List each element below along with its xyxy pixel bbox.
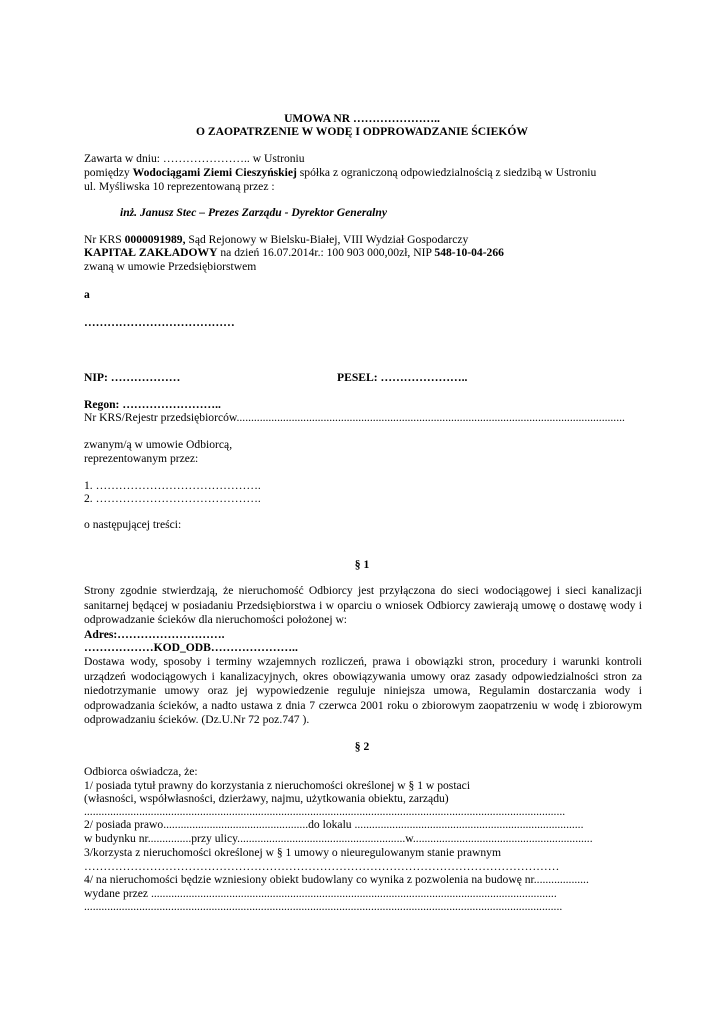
capital-line: [84, 246, 504, 260]
nip-value: 548-10-04-266: [434, 246, 504, 259]
parties-prefix: pomiędzy: [84, 166, 133, 179]
contract-title: O ZAOPATRZENIE W WODĘ I ODPROWADZANIE ŚCIEKÓW: [196, 125, 528, 138]
customer-krs: Nr KRS/Rejestr przedsiębiorców......................................................................................................................................: [84, 411, 625, 424]
section-1-paragraph-1: Strony zgodnie stwierdzają, że nieruchomość Odbiorcy jest przyłączona do sieci wodociągowej i sieci kanalizacji sanitarnej będącej w posiadaniu Przedsiębiorstwa i w oparciu o wniosek Odbiorcy zawierają umowę o dostawę wody i odprowadzanie ścieków dla nieruchomości położonej w:: [84, 584, 642, 626]
section-2-line: 1/ posiada tytuł prawny do korzystania z nieruchomości określonej w § 1 w postaci: [84, 779, 471, 792]
customer-pesel: PESEL: …………………..: [337, 371, 468, 384]
section-2-line: (własności, współwłasności, dzierżawy, najmu, użytkowania obiektu, zarządu): [84, 792, 449, 805]
section-1-heading: § 1: [354, 558, 370, 571]
krs-number: 0000091989,: [124, 233, 186, 246]
company-address: ul. Myśliwska 10 reprezentowaną przez :: [84, 180, 275, 193]
krs-line: [84, 233, 468, 247]
company-name: Wodociągami Ziemi Cieszyńskiej: [132, 166, 297, 179]
section-2-line: ……………………………………………………………………………………………………………: [84, 860, 560, 873]
named-customer: zwanym/ą w umowie Odbiorcą,: [84, 438, 233, 451]
section-1-paragraph-2: Dostawa wody, sposoby i terminy wzajemnych rozliczeń, prawa i obowiązki stron, procedury i warunki kontroli urządzeń wodociągowych i kanalizacyjnych, okres obowiązywania umowy oraz zasady odpowiedzialności stron za niedotrzymanie umowy oraz jej wypowiedzenie reguluje niniejsza umowa, Regulamin dostarczania wody i odprowadzania ścieków, a nadto ustawa z dnia 7 czerwca 2001 roku o zbiorowym zaopatrzeniu w wodę i zbiorowym odprowadzaniu ścieków. (Dz.U.Nr 72 poz.747 ).: [84, 655, 642, 726]
representative-2: 2. …………………………………….: [84, 492, 261, 505]
contract-title-number: UMOWA NR …………………..: [284, 112, 440, 125]
representative-1: 1. …………………………………….: [84, 479, 261, 492]
capital-label: KAPITAŁ ZAKŁADOWY: [84, 246, 218, 259]
section-2-line: 3/korzysta z nieruchomości określonej w § 1 umowy o nieuregulowanym stanie prawnym: [84, 846, 501, 859]
parties-suffix: spółka z ograniczoną odpowiedzialnością z siedzibą w Ustroniu: [296, 166, 597, 179]
capital-text: na dzień 16.07.2014r.: 100 903 000,00zł, NIP: [217, 246, 435, 259]
date-line: Zawarta w dniu: ………………….. w Ustroniu: [84, 152, 305, 165]
section-2-line: 2/ posiada prawo..................................................do lokalu ...............................................................................: [84, 818, 584, 831]
company-representative: inż. Janusz Stec – Prezes Zarządu - Dyrektor Generalny: [120, 206, 387, 219]
content-intro: o następującej treści:: [84, 518, 182, 531]
property-code: ………………KOD_ODB…………………..: [84, 641, 298, 654]
parties-line: [84, 166, 596, 180]
customer-regon: Regon: ……………………..: [84, 398, 221, 411]
property-address: Adres:……………………….: [84, 628, 225, 641]
section-2-line: .....................................................................................................................................................................: [84, 900, 563, 913]
krs-court: Sąd Rejonowy w Bielsku-Białej, VIII Wydział Gospodarczy: [185, 233, 469, 246]
and-word: a: [84, 288, 90, 301]
section-2-line: 4/ na nieruchomości będzie wzniesiony obiekt budowlany co wynika z pozwolenia na budowę nr...................: [84, 873, 589, 886]
represented-by: reprezentowanym przez:: [84, 452, 199, 465]
customer-nip: NIP: ………………: [84, 371, 181, 384]
section-2-heading: § 2: [354, 740, 370, 753]
customer-name-blank: …………………………………: [84, 316, 235, 329]
krs-label: Nr KRS: [84, 233, 125, 246]
section-2-line: wydane przez ............................................................................................................................................: [84, 887, 557, 900]
section-2-line: Odbiorca oświadcza, że:: [84, 765, 198, 778]
section-2-line: ......................................................................................................................................................................: [84, 805, 566, 818]
section-2-line: w budynku nr...............przy ulicy..........................................................w..............................................................: [84, 832, 593, 845]
named-enterprise: zwaną w umowie Przedsiębiorstwem: [84, 260, 257, 273]
